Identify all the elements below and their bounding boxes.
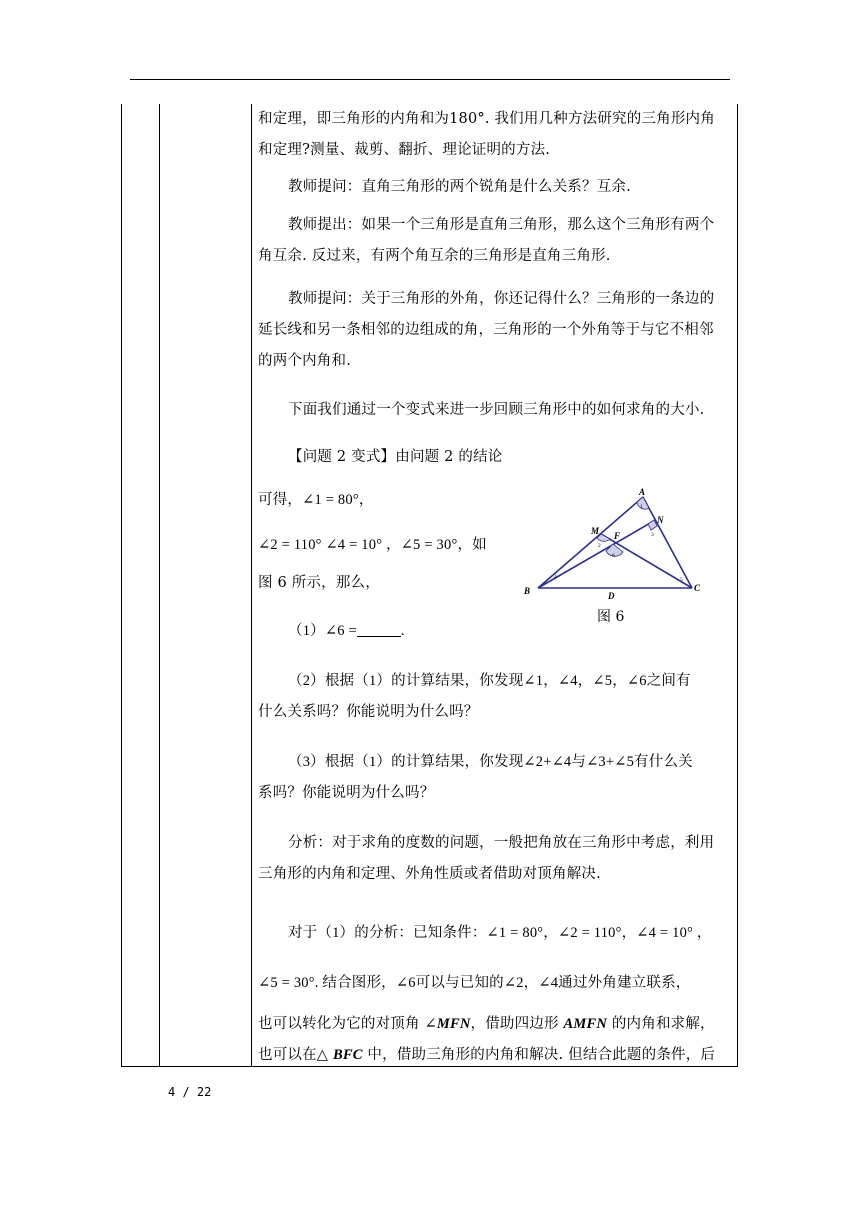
math-run: BFC <box>332 1047 363 1063</box>
paragraph-line: ∠5 = 30°. 结合图形，∠6可以与已知的∠2，∠4通过外角建立联系， <box>258 975 691 991</box>
paragraph-line: 教师提出：如果一个三角形是直角三角形，那么这个三角形有两个 <box>288 217 715 233</box>
label-C: C <box>694 583 701 593</box>
label-A: A <box>639 487 646 497</box>
paragraph-line: 三角形的内角和定理、外角性质或者借助对顶角解决. <box>258 866 601 882</box>
paragraph-line: 可得，∠1 = 80°， <box>258 492 374 508</box>
paragraph-line: （3）根据（1）的计算结果，你发现∠2+∠4与∠3+∠5有什么关 <box>288 754 693 770</box>
math-run: MFN <box>436 1016 471 1032</box>
angle-label-3: 3 <box>651 532 654 538</box>
label-M: M <box>591 526 600 536</box>
angle-1-mark <box>637 497 649 509</box>
paragraph-line: 教师提问：直角三角形的两个锐角是什么关系？互余. <box>288 179 631 195</box>
paragraph-line: 图 6 所示，那么， <box>258 575 380 591</box>
paragraph-line: 系吗？你能说明为什么吗？ <box>258 785 435 801</box>
triangle-figure <box>518 484 708 599</box>
angle-label-2: 2 <box>598 543 601 549</box>
paragraph-line: 教师提问：关于三角形的外角，你还记得什么？三角形的一条边的 <box>288 291 715 307</box>
angle-label-1: 1 <box>640 504 643 510</box>
angle-label-5: 5 <box>680 577 683 583</box>
triangle-diagram <box>518 484 708 599</box>
text-run: 中，借助三角形的内角和解决. 但结合此题的条件，后 <box>362 1047 716 1063</box>
question-1 <box>258 616 730 647</box>
text-run: 也可以在△ <box>258 1047 333 1063</box>
text-run: 的内角和求解， <box>607 1016 715 1032</box>
paragraph-line <box>258 1009 730 1040</box>
text-run: 也可以转化为它的对顶角 ∠ <box>258 1016 437 1032</box>
label-N: N <box>657 515 664 525</box>
angle-label-6: 6 <box>612 553 615 559</box>
paragraph-line: 对于（1）的分析：已知条件：∠1 = 80°，∠2 = 110°，∠4 = 10° ， <box>288 925 712 941</box>
header-rule <box>130 79 730 80</box>
answer-blank[interactable] <box>357 622 401 637</box>
table-column-divider-2 <box>251 104 252 1067</box>
paragraph-line: 和定理，即三角形的内角和为180°. 我们用几种方法研究的三角形内角 <box>258 111 715 127</box>
table-column-divider-1 <box>159 104 160 1067</box>
label-F: F <box>614 531 621 541</box>
question-1-text: （1）∠6 = <box>288 623 357 639</box>
paragraph-line: 和定理?测量、裁剪、翻折、理论证明的方法. <box>258 142 551 158</box>
paragraph-line: 的两个内角和. <box>258 353 352 369</box>
figure-caption: 图 6 <box>597 609 625 625</box>
angle-label-4: 4 <box>554 574 557 580</box>
question-1-end: . <box>400 623 405 639</box>
math-run: AMFN <box>563 1016 608 1032</box>
paragraph-line <box>258 1040 730 1071</box>
text-run: ，借助四边形 <box>470 1016 564 1032</box>
paragraph-line: ∠2 = 110° ∠4 = 10° ，∠5 = 30°，如 <box>258 537 487 553</box>
paragraph-line: 延长线和另一条相邻的边组成的角，三角形的一个外角等于与它不相邻 <box>258 322 714 338</box>
paragraph-line: 什么关系吗？你能说明为什么吗？ <box>258 704 479 720</box>
paragraph-line: 角互余. 反过来，有两个角互余的三角形是直角三角形. <box>258 248 611 264</box>
paragraph-line: 下面我们通过一个变式来进一步回顾三角形中的如何求角的大小. <box>288 402 705 418</box>
page-number: 4 / 22 <box>168 1085 212 1099</box>
problem-heading: 【问题 2 变式】由问题 2 的结论 <box>288 449 503 465</box>
label-D: D <box>608 591 615 599</box>
paragraph-line: 分析：对于求角的度数的问题，一般把角放在三角形中考虑，利用 <box>288 835 715 851</box>
label-B: B <box>524 586 531 596</box>
paragraph-line: （2）根据（1）的计算结果，你发现∠1，∠4，∠5，∠6之间有 <box>288 673 691 689</box>
